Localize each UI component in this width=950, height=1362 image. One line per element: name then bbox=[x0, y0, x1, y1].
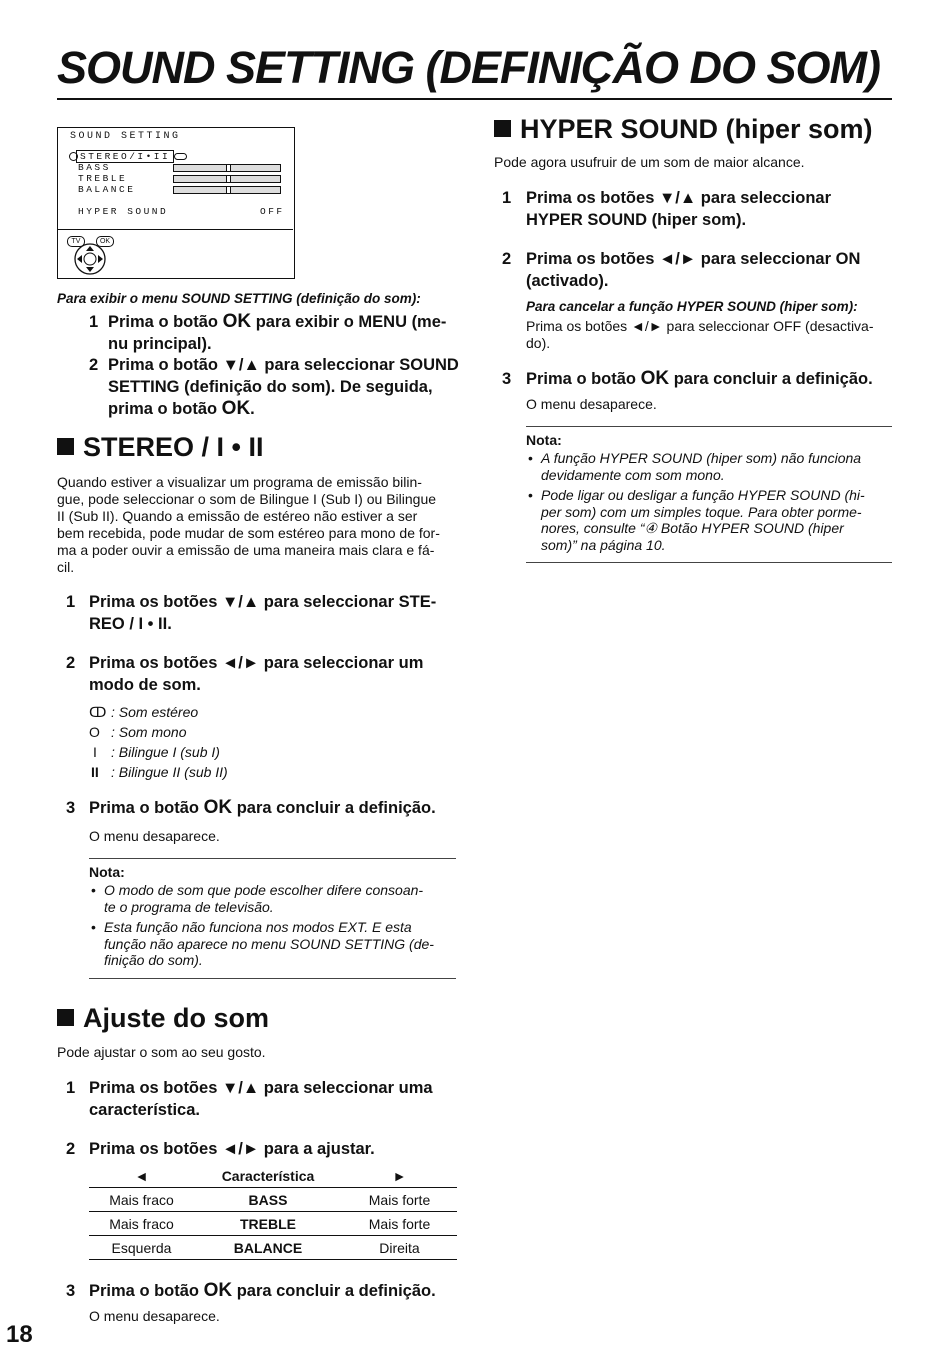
ok-glyph: OK bbox=[203, 1280, 233, 1301]
stereo-step-1 bbox=[66, 591, 458, 635]
table-cell: Direita bbox=[342, 1236, 457, 1260]
note-label: Nota: bbox=[526, 432, 562, 448]
menu-bass: BASS bbox=[78, 162, 111, 173]
table-cell: Mais fraco bbox=[89, 1188, 194, 1212]
step-text: Prima o botão bbox=[89, 1282, 204, 1300]
note-item: • O modo de som que pode escolher difere consoan- te o programa de televisão. bbox=[89, 882, 456, 915]
stereo-note bbox=[89, 864, 456, 969]
ajuste-step-3-sub: O menu desaparece. bbox=[89, 1308, 220, 1324]
hyper-paragraph: Pode agora usufruir de um som de maior alcance. bbox=[494, 154, 805, 170]
step-number: 2 bbox=[66, 1140, 76, 1158]
left-arrow-icon: ◄ bbox=[134, 1167, 149, 1184]
menu-hyper-label: HYPER SOUND bbox=[78, 206, 169, 217]
table-header bbox=[89, 1164, 457, 1188]
square-bullet-icon bbox=[57, 1009, 74, 1026]
table-cell: TREBLE bbox=[194, 1212, 342, 1236]
note-item: • Pode ligar ou desligar a função HYPER SOUND (hi- per som) com um simples toque. Para obter porme- nores, consulte “④ Botão HYPER SOUND (hiper som)” na página 10. bbox=[526, 487, 892, 553]
step-text: para exibir o MENU (me- bbox=[251, 313, 447, 331]
title-rule bbox=[57, 98, 892, 100]
step-number: 1 bbox=[89, 313, 99, 331]
step-text: Prima os botões ◄/► para seleccionar ON bbox=[526, 250, 861, 268]
ajuste-step-2 bbox=[66, 1138, 458, 1160]
adjust-table bbox=[89, 1164, 457, 1260]
table-header-cell: Característica bbox=[221, 1167, 315, 1184]
menu-hyper-value: OFF bbox=[260, 206, 285, 217]
menu-stereo-row: STEREO/I•II bbox=[76, 150, 174, 163]
step-number: 1 bbox=[66, 593, 76, 611]
sub1-symbol-icon: I bbox=[93, 744, 97, 760]
step-text: nu principal). bbox=[108, 335, 212, 353]
step-text: Prima os botões ◄/► para seleccionar um bbox=[89, 654, 424, 672]
hyper-step-3 bbox=[502, 368, 892, 390]
menu-balance: BALANCE bbox=[78, 184, 136, 195]
balance-bar bbox=[173, 186, 281, 194]
table-row bbox=[89, 1188, 457, 1212]
menu-caption: Para exibir o menu SOUND SETTING (definição do som): bbox=[57, 291, 421, 306]
table-cell: Mais fraco bbox=[89, 1212, 194, 1236]
ajuste-paragraph: Pode ajustar o som ao seu gosto. bbox=[57, 1044, 266, 1060]
hyper-heading: HYPER SOUND (hiper som) bbox=[494, 114, 873, 145]
direction-pad-icon bbox=[72, 242, 108, 276]
mode-bilingue-1: I : Bilingue I (sub I) bbox=[89, 742, 228, 762]
mode-stereo: ↀ : Som estéreo bbox=[89, 704, 199, 720]
menu-treble: TREBLE bbox=[78, 173, 128, 184]
stereo-heading: STEREO / I • II bbox=[57, 432, 263, 463]
sub2-symbol-icon: II bbox=[91, 764, 99, 780]
menu-header: SOUND SETTING bbox=[70, 131, 181, 142]
step-number: 1 bbox=[502, 189, 512, 207]
page-number: 18 bbox=[6, 1321, 33, 1348]
sound-mode-list bbox=[89, 702, 228, 782]
table-row bbox=[89, 1236, 457, 1260]
step-text: Prima os botões ▼/▲ para seleccionar uma bbox=[89, 1079, 433, 1097]
step-text: Prima o botão ▼/▲ para seleccionar SOUND bbox=[108, 356, 459, 374]
stereo-step-2 bbox=[66, 652, 458, 696]
hyper-step-2 bbox=[502, 248, 892, 292]
step-text: (activado). bbox=[526, 272, 609, 290]
step-number: 1 bbox=[66, 1079, 76, 1097]
step-text: para concluir a definição. bbox=[669, 370, 873, 388]
hyper-step-3-sub: O menu desaparece. bbox=[526, 396, 657, 412]
ajuste-heading: Ajuste do som bbox=[57, 1003, 269, 1034]
tv-button-icon: TV bbox=[67, 236, 85, 247]
hyper-note bbox=[526, 432, 892, 553]
ok-glyph: OK bbox=[222, 311, 252, 332]
step-text: Prima os botões ◄/► para a ajustar. bbox=[89, 1140, 375, 1158]
ajuste-step-1 bbox=[66, 1077, 458, 1121]
step-text: Prima o botão bbox=[89, 799, 204, 817]
step-number: 3 bbox=[66, 1282, 76, 1300]
table-cell: BASS bbox=[194, 1188, 342, 1212]
note-bottom-rule bbox=[89, 978, 456, 979]
step-text: modo de som. bbox=[89, 676, 201, 694]
table-cell: Mais forte bbox=[342, 1212, 457, 1236]
ajuste-step-3 bbox=[66, 1280, 458, 1302]
step-text: HYPER SOUND (hiper som). bbox=[526, 211, 747, 229]
menu-divider bbox=[58, 229, 293, 230]
step-text: Prima o botão bbox=[108, 313, 223, 331]
page-title: SOUND SETTING (DEFINIÇÃO DO SOM) bbox=[57, 42, 880, 93]
intro-step-1 bbox=[89, 311, 459, 355]
step-text: prima o botão bbox=[108, 400, 222, 418]
note-top-rule bbox=[526, 426, 892, 427]
step-text: para concluir a definição. bbox=[232, 799, 436, 817]
right-arrow-icon: ► bbox=[392, 1167, 407, 1184]
table-cell: Mais forte bbox=[342, 1188, 457, 1212]
table-cell: Esquerda bbox=[89, 1236, 194, 1260]
note-bottom-rule bbox=[526, 562, 892, 563]
square-bullet-icon bbox=[57, 438, 74, 455]
note-item: • Esta função não funciona nos modos EXT. E esta função não aparece no menu SOUND SETTING (de- finição do som). bbox=[89, 919, 456, 969]
stereo-step-3-sub: O menu desaparece. bbox=[89, 828, 220, 844]
stereo-symbol-icon: ↀ bbox=[89, 704, 107, 720]
intro-step-2 bbox=[89, 354, 459, 420]
ok-glyph: OK bbox=[640, 368, 670, 389]
table-cell: BALANCE bbox=[194, 1236, 342, 1260]
hyper-step-1 bbox=[502, 187, 892, 231]
step-text: característica. bbox=[89, 1101, 200, 1119]
mode-bilingue-2: II : Bilingue II (sub II) bbox=[91, 764, 228, 780]
step-text: SETTING (definição do som). De seguida, bbox=[108, 378, 433, 396]
step-text: . bbox=[250, 400, 255, 418]
table-row bbox=[89, 1212, 457, 1236]
square-bullet-icon bbox=[494, 120, 511, 137]
step-number: 3 bbox=[502, 370, 512, 388]
step-text: Prima o botão bbox=[526, 370, 641, 388]
bass-bar bbox=[173, 164, 281, 172]
hyper-cancel-label: Para cancelar a função HYPER SOUND (hiper som): bbox=[526, 299, 858, 314]
hyper-cancel-text: Prima os botões ◄/► para seleccionar OFF (desactiva- do). bbox=[526, 318, 874, 351]
mono-symbol-icon: O bbox=[89, 724, 100, 740]
step-number: 2 bbox=[502, 250, 512, 268]
ok-glyph: OK bbox=[221, 398, 251, 419]
ok-button-icon: OK bbox=[96, 236, 114, 247]
note-label: Nota: bbox=[89, 864, 125, 880]
ok-glyph: OK bbox=[203, 797, 233, 818]
sound-mode-icon bbox=[174, 153, 187, 160]
note-top-rule bbox=[89, 858, 456, 859]
step-text: Prima os botões ▼/▲ para seleccionar STE- bbox=[89, 593, 437, 611]
stereo-paragraph: Quando estiver a visualizar um programa de emissão bilin- gue, pode seleccionar o som de Bilingue I (Sub I) ou Bilingue II (Sub II). Quando a emissão de estéreo não estiver a ser bem recebida, pode mudar de som estéreo para mono de for- ma a poder ouvir a emissão de uma maneira mais clara e fá- cil. bbox=[57, 474, 440, 575]
treble-bar bbox=[173, 175, 281, 183]
step-text: Prima os botões ▼/▲ para seleccionar bbox=[526, 189, 832, 207]
step-number: 2 bbox=[89, 356, 99, 374]
stereo-step-3 bbox=[66, 797, 458, 819]
sound-setting-menu bbox=[57, 127, 295, 279]
step-number: 3 bbox=[66, 799, 76, 817]
step-text: para concluir a definição. bbox=[232, 1282, 436, 1300]
note-item: • A função HYPER SOUND (hiper som) não funciona devidamente com som mono. bbox=[526, 450, 892, 483]
step-number: 2 bbox=[66, 654, 76, 672]
mode-mono: O : Som mono bbox=[89, 724, 187, 740]
step-text: REO / I • II. bbox=[89, 615, 172, 633]
